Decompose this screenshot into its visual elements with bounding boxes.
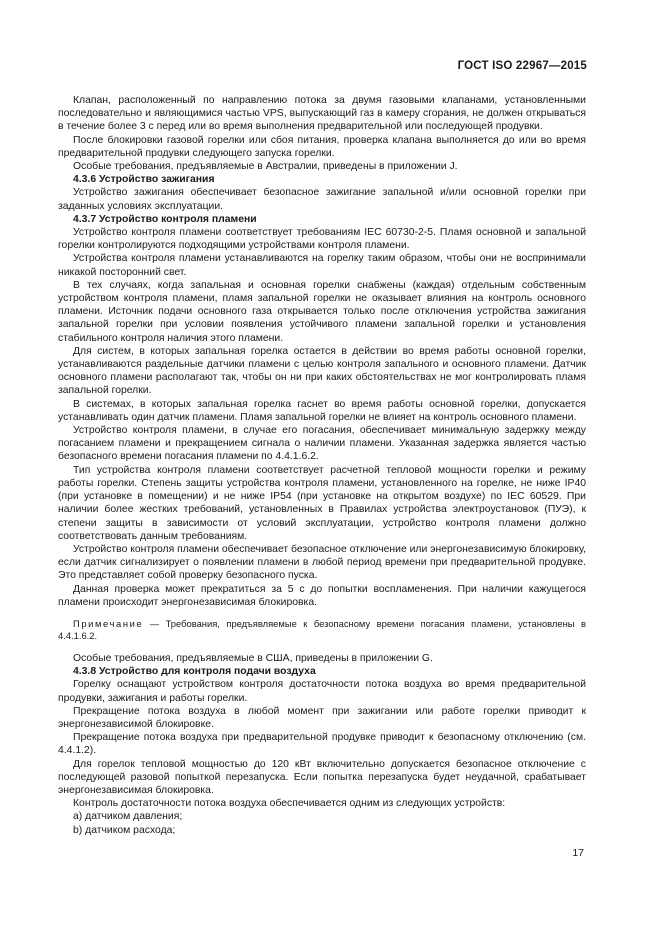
paragraph: В системах, в которых запальная горелка гаснет во время работы основной горелки, допускается устанавливать один датчик пламени. Пламя запальной горелки не влияет на контроль основного пламени. — [58, 398, 586, 423]
paragraph: Устройства контроля пламени устанавливаются на горелку таким образом, чтобы они не воспринимали никакой посторонний свет. — [58, 253, 586, 278]
paragraph: Тип устройства контроля пламени соответствует расчетной тепловой мощности горелки и режиму работы горелки. Степень защиты устройства контроля пламени, установленного на горелке, не ниже IP40 (при установке в помещении) и не ниже IP54 (при установке на открытом воздухе) по IEC 60529. При наличии более жестких требований, установленных в Правилах устройства электроустановок (ПУЭ), к степени защиты в зависимости от условий эксплуатации, устройство контроля пламени должно соответствовать данным требованиям. — [58, 464, 586, 542]
paragraph: В тех случаях, когда запальная и основная горелки снабжены (каждая) отдельным собственным устройством контроля пламени, пламя запальной горелки не оказывает влияния на контроль основного пламени. Источник подачи основного газа открывается только после отключения устройства зажигания запальной горелки при условии появления устойчивого пламени запальной горелки и установления стабильного контроля наличия этого пламени. — [58, 279, 586, 344]
paragraph: Для систем, в которых запальная горелка остается в действии во время работы основной горелки, устанавливаются раздельные датчики пламени с целью контроля запального и основного пламени. Датчик основного пламени располагают так, чтобы он ни при каких обстоятельствах не мог контролировать пламя запальной горелки. — [58, 345, 586, 397]
paragraph: Клапан, расположенный по направлению потока за двумя газовыми клапанами, установленными последовательно и являющимися частью VPS, выпускающий газ в камеру сгорания, не должен открываться в течение более 3 с перед или во время выполнения предварительной или последующей продувки. — [58, 95, 586, 133]
document-header: ГОСТ ISO 22967—2015 — [457, 60, 587, 72]
paragraph: Устройство контроля пламени обеспечивает безопасное отключение или энергонезависимую блокировку, если датчик сигнализирует о появлении пламени в любой период времени при предварительной продувке. Это представляет собой проверку безопасного пуска. — [58, 543, 586, 582]
paragraph: Прекращение потока воздуха в любой момент при зажигании или работе горелки приводит к энергонезависимой блокировке. — [58, 705, 586, 730]
paragraph: Особые требования, предъявляемые в США, приведены в приложении G. — [73, 652, 433, 664]
section-heading: 4.3.8 Устройство для контроля подачи воздуха — [73, 666, 316, 678]
section-heading: 4.3.6 Устройство зажигания — [73, 174, 215, 186]
paragraph: После блокировки газовой горелки или сбоя питания, проверка клапана выполняется до или во время предварительной продувки следующего запуска горелки. — [58, 134, 586, 159]
note-text: — Требования, предъявляемые к безопасному времени погасания пламени, установлены в 4.4.1.6.2. — [58, 617, 586, 642]
paragraph: Прекращение потока воздуха при предварительной продувке приводит к безопасному отключению (см. 4.4.1.2). — [58, 732, 586, 757]
paragraph: Устройство зажигания обеспечивает безопасное зажигание запальной и/или основной горелки при заданных условиях эксплуатации. — [58, 187, 586, 212]
list-item: b) датчиком расхода; — [73, 824, 176, 836]
page-number: 17 — [572, 847, 584, 859]
paragraph: Устройство контроля пламени соответствует требованиям IEC 60730-2-5. Пламя основной и запальной горелки контролируются подходящими устройствами контроля пламени. — [58, 227, 586, 252]
document-body — [58, 94, 586, 837]
list-item: a) датчиком давления; — [73, 811, 183, 823]
section-heading: 4.3.7 Устройство контроля пламени — [73, 213, 257, 225]
paragraph: Особые требования, предъявляемые в Австралии, приведены в приложении J. — [73, 161, 458, 173]
paragraph: Контроль достаточности потока воздуха обеспечивается одним из следующих устройств: — [73, 798, 506, 810]
paragraph: Устройство контроля пламени, в случае его погасания, обеспечивает минимальную задержку между погасанием пламени и прекращением сигнала о наличии пламени. Указанная задержка является частью безопасного времени погасания пламени по 4.4.1.6.2. — [58, 425, 586, 463]
paragraph: Данная проверка может прекратиться за 5 с до попытки воспламенения. При наличии кажущегося пламени происходит энергонезависимая блокировка. — [58, 583, 586, 608]
note-label: Примечание — [73, 617, 144, 629]
note — [58, 618, 586, 643]
paragraph: Горелку оснащают устройством контроля достаточности потока воздуха во время предварительной продувки, зажигания и работы горелки. — [58, 679, 586, 704]
paragraph: Для горелок тепловой мощностью до 120 кВт включительно допускается безопасное отключение с последующей разовой попыткой перезапуска. Если попытка перезапуска будет неудачной, срабатывает энергонезависимая блокировка. — [58, 758, 586, 796]
